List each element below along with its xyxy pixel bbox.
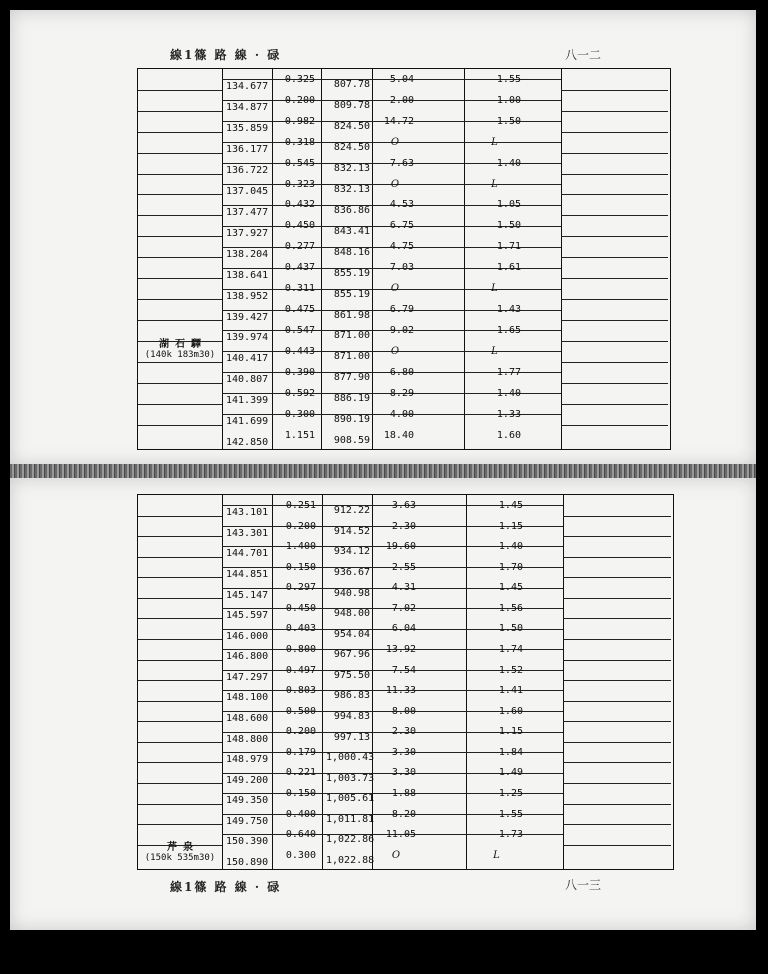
row-rule — [561, 111, 668, 112]
table-cell: 6.79 — [389, 304, 414, 315]
row-rule — [138, 257, 222, 258]
row-rule — [561, 153, 668, 154]
table-cell: 8.00 — [391, 706, 416, 717]
row-rule — [138, 804, 222, 805]
table-cell: 137.477 — [226, 207, 269, 218]
table-cell: L — [493, 850, 500, 861]
table-cell: 0.443 — [284, 346, 315, 357]
row-rule — [138, 618, 222, 619]
table-cell: 1.00 — [496, 95, 521, 106]
row-rule — [563, 845, 671, 846]
table-cell: 139.427 — [226, 312, 269, 323]
table-cell: 11.33 — [385, 685, 416, 696]
table-cell: 912.22 — [333, 505, 370, 516]
station-name: 芹 泉 — [166, 842, 194, 853]
table-cell: 148.800 — [226, 734, 269, 745]
table-cell: 1.61 — [496, 262, 521, 273]
row-rule — [563, 577, 671, 578]
table-cell: 134.677 — [226, 81, 269, 92]
row-rule — [138, 721, 222, 722]
row-rule — [563, 701, 671, 702]
table-cell: 138.952 — [226, 291, 269, 302]
table-cell: 0.400 — [285, 809, 316, 820]
table-cell: 1.84 — [498, 747, 523, 758]
row-rule — [138, 598, 222, 599]
table-cell: 134.877 — [226, 102, 269, 113]
row-rule — [138, 660, 222, 661]
table-cell: 908.59 — [333, 435, 370, 446]
row-rule — [138, 111, 222, 112]
table-cell: 140.807 — [226, 374, 269, 385]
table-cell: 1.71 — [496, 241, 521, 252]
table-cell: 1.151 — [284, 430, 315, 441]
table-cell: 146.000 — [226, 631, 269, 642]
table-cell: 1,000.43 — [326, 752, 375, 763]
table-cell: 0.179 — [285, 747, 316, 758]
station-label — [140, 339, 220, 361]
station-label — [140, 842, 220, 864]
table-cell: 1.400 — [285, 541, 316, 552]
table-cell: 0.497 — [285, 665, 316, 676]
row-rule — [138, 404, 222, 405]
table-cell: 138.641 — [226, 270, 269, 281]
row-rule — [561, 299, 668, 300]
table-cell: 1.49 — [498, 767, 523, 778]
row-rule — [561, 320, 668, 321]
table-cell: 2.30 — [391, 521, 416, 532]
table-cell: 2.55 — [391, 562, 416, 573]
column-rule — [372, 495, 373, 869]
column-rule — [222, 495, 223, 869]
table-cell: 975.50 — [333, 670, 370, 681]
table-cell: 861.98 — [333, 310, 370, 321]
table-cell: 1.52 — [498, 665, 523, 676]
row-rule — [138, 680, 222, 681]
row-rule — [138, 153, 222, 154]
table-cell: 0.500 — [285, 706, 316, 717]
table-cell: 148.100 — [226, 692, 269, 703]
column-rule — [322, 495, 323, 869]
table-cell: 954.04 — [333, 629, 370, 640]
table-cell: 7.02 — [391, 603, 416, 614]
table-cell: 967.96 — [333, 649, 370, 660]
table-cell: 0.545 — [284, 158, 315, 169]
table-cell: 832.13 — [333, 184, 370, 195]
table-cell: 1.40 — [496, 158, 521, 169]
table-cell: O — [390, 179, 400, 190]
table-cell: 843.41 — [333, 226, 370, 237]
row-rule — [138, 236, 222, 237]
column-rule — [563, 495, 564, 869]
row-rule — [563, 762, 671, 763]
row-rule — [563, 680, 671, 681]
table-cell: 5.04 — [389, 74, 414, 85]
table-cell: 0.547 — [284, 325, 315, 336]
table-cell: 1,003.73 — [326, 773, 375, 784]
table-cell: 0.300 — [284, 409, 315, 420]
table-cell: L — [491, 179, 498, 190]
table-cell: 1.45 — [498, 500, 523, 511]
table-cell: 2.30 — [391, 726, 416, 737]
row-rule — [138, 320, 222, 321]
table-cell: 13.92 — [385, 644, 416, 655]
row-rule — [138, 824, 222, 825]
table-cell: 855.19 — [333, 268, 370, 279]
table-cell: 146.800 — [226, 651, 269, 662]
table-cell: 1.45 — [498, 582, 523, 593]
table-cell: 149.350 — [226, 795, 269, 806]
row-rule — [561, 215, 668, 216]
table-cell: 149.750 — [226, 816, 269, 827]
table-cell: 145.147 — [226, 590, 269, 601]
table-cell: 1.15 — [498, 521, 523, 532]
table-cell: 1.70 — [498, 562, 523, 573]
table-cell: 14.72 — [383, 116, 414, 127]
table-cell: 18.40 — [383, 430, 414, 441]
table-cell: 4.75 — [389, 241, 414, 252]
table-cell: 8.20 — [391, 809, 416, 820]
table-cell: 877.90 — [333, 372, 370, 383]
running-title-top: 線1篠 路 線 · 碌 — [170, 48, 282, 62]
table-cell: 1,022.86 — [326, 834, 375, 845]
table-cell: 1.40 — [498, 541, 523, 552]
table-cell: 143.101 — [226, 507, 269, 518]
row-rule — [138, 215, 222, 216]
table-cell: 139.974 — [226, 332, 269, 343]
table-cell: 809.78 — [333, 100, 370, 111]
row-rule — [138, 299, 222, 300]
table-cell: 148.600 — [226, 713, 269, 724]
table-cell: 948.00 — [333, 608, 370, 619]
table-cell: 1.41 — [498, 685, 523, 696]
table-cell: 936.67 — [333, 567, 370, 578]
row-rule — [138, 425, 222, 426]
table-cell: 1.40 — [496, 388, 521, 399]
gradient-table-bottom — [137, 494, 674, 870]
table-cell: 997.13 — [333, 732, 370, 743]
table-cell: 940.98 — [333, 588, 370, 599]
table-cell: 144.851 — [226, 569, 269, 580]
table-cell: O — [390, 283, 400, 294]
table-cell: 1.73 — [498, 829, 523, 840]
table-cell: 1,005.61 — [326, 793, 375, 804]
row-rule — [138, 516, 222, 517]
table-cell: 871.00 — [333, 351, 370, 362]
table-cell: L — [491, 346, 498, 357]
table-cell: 0.475 — [284, 304, 315, 315]
row-rule — [138, 278, 222, 279]
row-rule — [138, 639, 222, 640]
table-cell: 1.15 — [498, 726, 523, 737]
row-rule — [138, 557, 222, 558]
table-cell: 145.597 — [226, 610, 269, 621]
table-cell: 832.13 — [333, 163, 370, 174]
table-cell: 824.50 — [333, 142, 370, 153]
table-cell: 1.50 — [496, 116, 521, 127]
table-cell: 1,011.81 — [326, 814, 375, 825]
table-cell: 1.43 — [496, 304, 521, 315]
row-rule — [563, 536, 671, 537]
table-cell: 4.00 — [389, 409, 414, 420]
table-cell: 1.55 — [496, 74, 521, 85]
table-cell: 11.05 — [385, 829, 416, 840]
table-cell: 807.78 — [333, 79, 370, 90]
row-rule — [561, 362, 668, 363]
row-rule — [138, 132, 222, 133]
row-rule — [563, 598, 671, 599]
table-cell: 0.390 — [284, 367, 315, 378]
column-rule — [272, 495, 273, 869]
row-rule — [563, 516, 671, 517]
row-rule — [563, 783, 671, 784]
row-rule — [563, 721, 671, 722]
table-cell: 890.19 — [333, 414, 370, 425]
row-rule — [563, 824, 671, 825]
row-rule — [138, 194, 222, 195]
table-cell: 0.221 — [285, 767, 316, 778]
column-rule — [561, 69, 562, 449]
row-rule — [563, 804, 671, 805]
table-cell: 0.200 — [285, 521, 316, 532]
table-cell: 0.150 — [285, 562, 316, 573]
table-cell: 2.00 — [389, 95, 414, 106]
row-rule — [561, 132, 668, 133]
row-rule — [138, 577, 222, 578]
table-cell: 0.592 — [284, 388, 315, 399]
table-cell: 135.859 — [226, 123, 269, 134]
row-rule — [561, 90, 668, 91]
table-cell: 6.80 — [389, 367, 414, 378]
table-cell: 871.00 — [333, 330, 370, 341]
table-cell: 1.56 — [498, 603, 523, 614]
row-rule — [138, 783, 222, 784]
table-cell: 1.74 — [498, 644, 523, 655]
table-cell: 1,022.88 — [326, 855, 375, 866]
table-cell: 0.323 — [284, 179, 315, 190]
table-cell: 0.318 — [284, 137, 315, 148]
table-cell: 0.251 — [285, 500, 316, 511]
running-title-bottom: 線1篠 路 線 · 碌 — [170, 880, 282, 894]
table-cell: 994.83 — [333, 711, 370, 722]
table-cell: 0.450 — [284, 220, 315, 231]
table-cell: 4.31 — [391, 582, 416, 593]
table-cell: 0.200 — [285, 726, 316, 737]
table-cell: 986.83 — [333, 690, 370, 701]
row-rule — [563, 660, 671, 661]
table-cell: 7.63 — [389, 158, 414, 169]
row-rule — [561, 404, 668, 405]
table-cell: 3.63 — [391, 500, 416, 511]
table-cell: 0.277 — [284, 241, 315, 252]
table-cell: 824.50 — [333, 121, 370, 132]
table-cell: 0.311 — [284, 283, 315, 294]
table-cell: 149.200 — [226, 775, 269, 786]
row-rule — [561, 383, 668, 384]
column-rule — [466, 495, 467, 869]
station-name: 湖 石 驛 — [158, 339, 202, 350]
table-cell: 0.403 — [285, 623, 316, 634]
table-cell: 836.86 — [333, 205, 370, 216]
table-cell: 1.77 — [496, 367, 521, 378]
table-cell: 138.204 — [226, 249, 269, 260]
table-cell: 886.19 — [333, 393, 370, 404]
table-cell: 7.03 — [389, 262, 414, 273]
table-cell: 914.52 — [333, 526, 370, 537]
table-cell: 0.800 — [285, 644, 316, 655]
row-rule — [561, 425, 668, 426]
row-rule — [138, 383, 222, 384]
row-rule — [561, 194, 668, 195]
table-cell: O — [391, 850, 401, 861]
row-rule — [138, 362, 222, 363]
table-cell: O — [390, 137, 400, 148]
table-cell: 1.65 — [496, 325, 521, 336]
table-cell: 0.297 — [285, 582, 316, 593]
table-cell: 0.200 — [284, 95, 315, 106]
table-cell: 19.60 — [385, 541, 416, 552]
table-cell: 4.53 — [389, 199, 414, 210]
row-rule — [561, 174, 668, 175]
table-cell: 934.12 — [333, 546, 370, 557]
table-cell: 6.04 — [391, 623, 416, 634]
table-cell: 1.50 — [496, 220, 521, 231]
table-cell: 143.301 — [226, 528, 269, 539]
table-cell: 140.417 — [226, 353, 269, 364]
table-cell: 0.325 — [284, 74, 315, 85]
column-rule — [272, 69, 273, 449]
table-cell: 9.02 — [389, 325, 414, 336]
table-cell: 137.045 — [226, 186, 269, 197]
table-cell: 0.640 — [285, 829, 316, 840]
station-position: (150k 535m30) — [144, 853, 216, 863]
row-rule — [563, 557, 671, 558]
row-rule — [138, 742, 222, 743]
table-cell: 3.30 — [391, 747, 416, 758]
row-rule — [561, 236, 668, 237]
table-cell: 150.390 — [226, 836, 269, 847]
table-cell: 141.399 — [226, 395, 269, 406]
table-cell: 1.88 — [391, 788, 416, 799]
table-cell: 142.850 — [226, 437, 269, 448]
row-rule — [138, 174, 222, 175]
table-cell: 137.927 — [226, 228, 269, 239]
page-number-top: 八一二 — [565, 48, 602, 62]
row-rule — [563, 618, 671, 619]
table-cell: 6.75 — [389, 220, 414, 231]
table-cell: 848.16 — [333, 247, 370, 258]
table-cell: 148.979 — [226, 754, 269, 765]
table-cell: 1.60 — [498, 706, 523, 717]
table-cell: 8.29 — [389, 388, 414, 399]
row-rule — [138, 536, 222, 537]
table-cell: 1.25 — [498, 788, 523, 799]
table-cell: 3.30 — [391, 767, 416, 778]
table-cell: 0.982 — [284, 116, 315, 127]
row-rule — [563, 639, 671, 640]
row-rule — [563, 742, 671, 743]
table-cell: 1.05 — [496, 199, 521, 210]
column-rule — [372, 69, 373, 449]
table-cell: 0.432 — [284, 199, 315, 210]
table-cell: 1.60 — [496, 430, 521, 441]
row-rule — [138, 762, 222, 763]
table-cell: 147.297 — [226, 672, 269, 683]
row-rule — [561, 278, 668, 279]
table-cell: 144.701 — [226, 548, 269, 559]
row-rule — [138, 701, 222, 702]
table-cell: 150.890 — [226, 857, 269, 868]
table-cell: 0.803 — [285, 685, 316, 696]
table-cell: 0.300 — [285, 850, 316, 861]
lower-page — [10, 478, 756, 930]
table-cell: 136.177 — [226, 144, 269, 155]
table-cell: 0.450 — [285, 603, 316, 614]
table-cell: 855.19 — [333, 289, 370, 300]
table-cell: 1.55 — [498, 809, 523, 820]
station-position: (140k 183m30) — [144, 350, 216, 360]
column-rule — [464, 69, 465, 449]
table-cell: 0.437 — [284, 262, 315, 273]
column-rule — [222, 69, 223, 449]
table-cell: L — [491, 283, 498, 294]
table-cell: O — [390, 346, 400, 357]
table-cell: 0.150 — [285, 788, 316, 799]
column-rule — [321, 69, 322, 449]
upper-page — [10, 10, 756, 466]
table-cell: L — [491, 137, 498, 148]
row-rule — [138, 90, 222, 91]
table-cell: 136.722 — [226, 165, 269, 176]
table-cell: 141.699 — [226, 416, 269, 427]
row-rule — [561, 257, 668, 258]
row-rule — [561, 341, 668, 342]
table-cell: 7.54 — [391, 665, 416, 676]
table-cell: 1.33 — [496, 409, 521, 420]
page-number-bottom: 八一三 — [565, 878, 602, 892]
gradient-table-top — [137, 68, 671, 450]
table-cell: 1.50 — [498, 623, 523, 634]
